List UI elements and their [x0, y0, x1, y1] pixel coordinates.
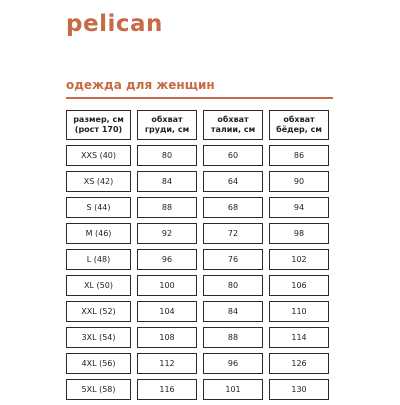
cell-waist: 72	[203, 223, 263, 244]
section-title: одежда для женщин	[66, 78, 215, 92]
brand-logo: pelican	[66, 11, 163, 37]
cell-size: XL (50)	[66, 275, 131, 296]
cell-waist: 76	[203, 249, 263, 270]
cell-waist: 80	[203, 275, 263, 296]
cell-hips: 86	[269, 145, 329, 166]
cell-chest: 112	[137, 353, 197, 374]
table-row	[66, 145, 329, 166]
header-hips: обхват бёдер, см	[269, 110, 329, 140]
table-row	[66, 353, 329, 374]
size-chart-table	[60, 105, 335, 405]
cell-chest: 108	[137, 327, 197, 348]
header-size: размер, см (рост 170)	[66, 110, 131, 140]
header-waist: обхват талии, см	[203, 110, 263, 140]
table-row	[66, 197, 329, 218]
cell-size: 3XL (54)	[66, 327, 131, 348]
cell-hips: 98	[269, 223, 329, 244]
cell-waist: 64	[203, 171, 263, 192]
table-row	[66, 223, 329, 244]
cell-size: 5XL (58)	[66, 379, 131, 400]
cell-chest: 80	[137, 145, 197, 166]
cell-waist: 60	[203, 145, 263, 166]
cell-chest: 84	[137, 171, 197, 192]
cell-chest: 100	[137, 275, 197, 296]
cell-chest: 116	[137, 379, 197, 400]
cell-size: M (46)	[66, 223, 131, 244]
cell-size: XS (42)	[66, 171, 131, 192]
cell-size: S (44)	[66, 197, 131, 218]
cell-waist: 84	[203, 301, 263, 322]
table-row	[66, 249, 329, 270]
cell-chest: 104	[137, 301, 197, 322]
cell-hips: 126	[269, 353, 329, 374]
cell-waist: 101	[203, 379, 263, 400]
cell-size: XXL (52)	[66, 301, 131, 322]
cell-chest: 92	[137, 223, 197, 244]
cell-hips: 102	[269, 249, 329, 270]
cell-hips: 130	[269, 379, 329, 400]
title-divider	[66, 97, 333, 99]
cell-chest: 96	[137, 249, 197, 270]
cell-waist: 96	[203, 353, 263, 374]
cell-hips: 94	[269, 197, 329, 218]
table-row	[66, 301, 329, 322]
cell-size: 4XL (56)	[66, 353, 131, 374]
table-row	[66, 275, 329, 296]
header-chest: обхват груди, см	[137, 110, 197, 140]
cell-size: XXS (40)	[66, 145, 131, 166]
cell-chest: 88	[137, 197, 197, 218]
table-row	[66, 171, 329, 192]
cell-hips: 110	[269, 301, 329, 322]
cell-hips: 114	[269, 327, 329, 348]
cell-waist: 88	[203, 327, 263, 348]
cell-waist: 68	[203, 197, 263, 218]
cell-size: L (48)	[66, 249, 131, 270]
table-header-row	[66, 110, 329, 140]
table-row	[66, 379, 329, 400]
cell-hips: 106	[269, 275, 329, 296]
table-body	[66, 145, 329, 400]
cell-hips: 90	[269, 171, 329, 192]
table-row	[66, 327, 329, 348]
